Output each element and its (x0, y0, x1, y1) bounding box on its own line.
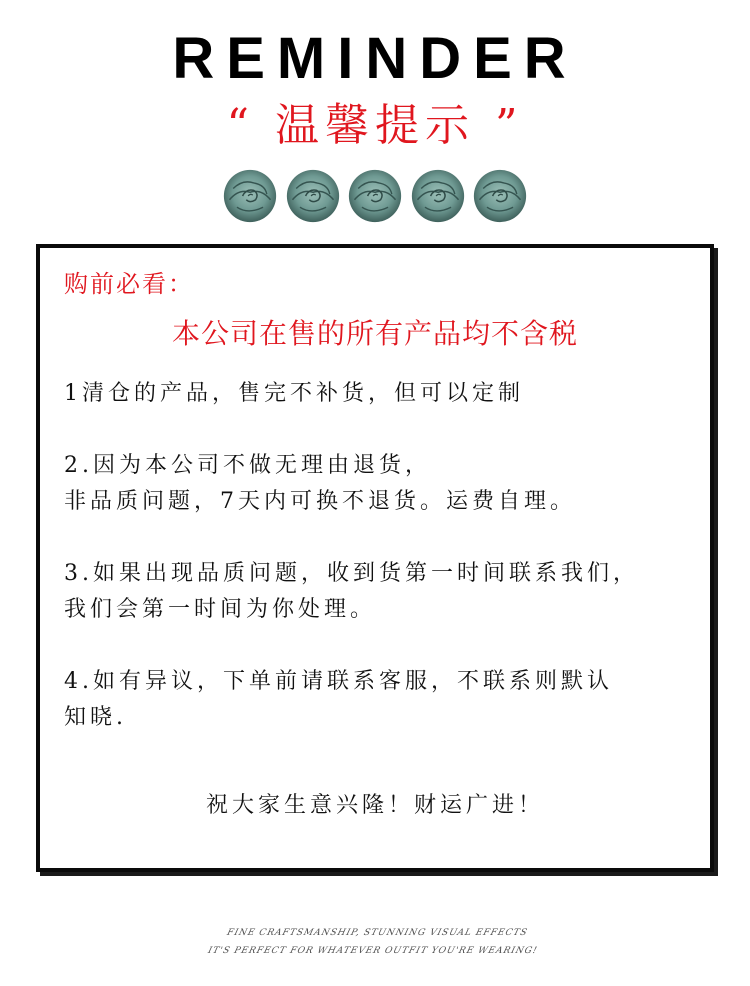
closing-wish: 祝大家生意兴隆！财运广进！ (205, 793, 544, 818)
notice-item-line: 1清仓的产品，售完不补货，但可以定制 (64, 381, 524, 406)
rose-icon (410, 168, 466, 224)
rose-icon (285, 168, 341, 224)
notice-item-line: 4.如有异议，下单前请联系客服，不联系则默认 (64, 669, 613, 694)
notice-item-1 (64, 376, 704, 412)
rose-icon (472, 168, 528, 224)
footer-tagline (0, 924, 750, 960)
notice-item-line: 3.如果出现品质问题，收到货第一时间联系我们， (64, 561, 639, 586)
footer-line-1: FINE CRAFTSMANSHIP, STUNNING VISUAL EFFECTS (225, 928, 529, 938)
footer-line-2: IT'S PERFECT FOR WHATEVER OUTFIT YOU'RE WEARING! (206, 946, 539, 956)
notice-box (36, 244, 714, 872)
notice-items (64, 376, 704, 772)
notice-item-3 (64, 556, 704, 628)
notice-item-line: 我们会第一时间为你处理。 (64, 597, 377, 622)
rose-icon (347, 168, 403, 224)
notice-item-line: 知晓. (64, 705, 127, 730)
notice-item-4 (64, 664, 704, 736)
page-title: REMINDER (172, 26, 578, 91)
rose-decoration-row (222, 168, 528, 230)
rose-icon (222, 168, 278, 224)
notice-item-line: 2.因为本公司不做无理由退货， (64, 453, 431, 478)
notice-item-2 (64, 448, 704, 520)
notice-heading: 购前必看： (64, 270, 194, 298)
notice-item-line: 非品质问题，7天内可换不退货。运费自理。 (64, 489, 576, 514)
tax-notice: 本公司在售的所有产品均不含税 (171, 317, 578, 350)
page-subtitle: “ 温馨提示 ” (226, 100, 524, 151)
